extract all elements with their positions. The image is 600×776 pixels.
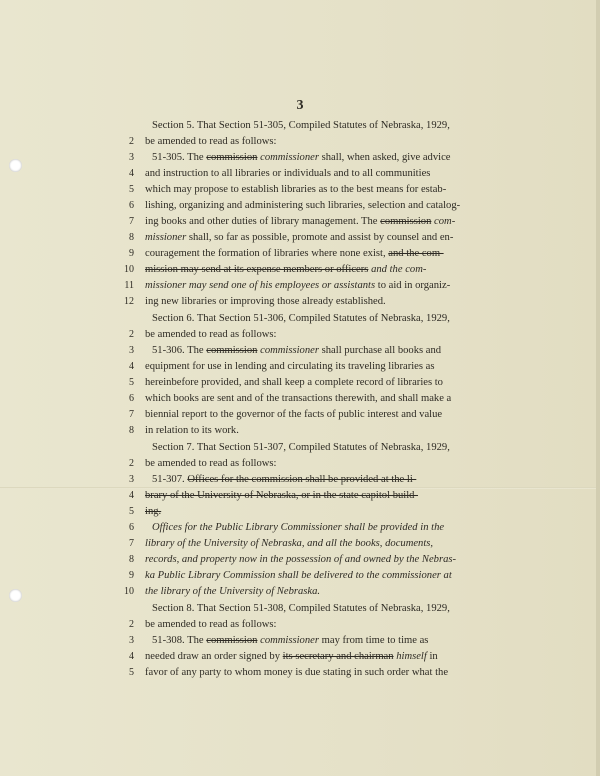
struck-text: its secretary and chairman (282, 651, 394, 662)
line-text (145, 216, 475, 227)
line-text (145, 458, 475, 469)
text-segment: hereinbefore provided, and shall keep a complete record of libraries to (145, 377, 443, 388)
line-number: 10 (124, 264, 134, 275)
text-line (0, 458, 600, 474)
line-number: 5 (129, 377, 134, 388)
inserted-text: library of the University of Nebraska, and all the books, documents, (145, 538, 434, 549)
text-segment: Section 8. That Section 51-308, Compiled Statutes of Nebraska, 1929, (152, 603, 450, 614)
line-text (152, 603, 482, 614)
line-text (145, 619, 475, 630)
text-line (0, 538, 600, 554)
line-text (152, 313, 482, 324)
line-text (145, 570, 475, 581)
line-text (145, 296, 475, 307)
line-number: 4 (129, 651, 134, 662)
line-text (152, 152, 482, 163)
text-line (0, 490, 600, 506)
text-line (0, 409, 600, 425)
line-text (145, 136, 475, 147)
line-number: 10 (124, 586, 134, 597)
line-text (145, 667, 475, 678)
text-segment: ing new libraries or improving those already established. (145, 296, 386, 307)
text-line (0, 152, 600, 168)
text-segment: shall purchase all books and (318, 345, 442, 356)
text-segment: to aid in organiz- (375, 280, 451, 291)
line-text (145, 651, 475, 662)
line-text (152, 442, 482, 453)
line-number: 5 (129, 667, 134, 678)
line-number: 4 (129, 490, 134, 501)
struck-text: commission (380, 216, 432, 227)
text-line (0, 184, 600, 200)
text-line (0, 474, 600, 490)
inserted-text: missioner may send one of his employees or assistants (145, 280, 376, 291)
line-text (145, 184, 475, 195)
inserted-text: commissioner (260, 345, 319, 356)
line-number: 3 (129, 635, 134, 646)
text-segment: shall, so far as possible, promote and assist by counsel and en- (186, 232, 454, 243)
line-number: 5 (129, 184, 134, 195)
line-text (145, 554, 475, 565)
struck-text: commission (206, 635, 258, 646)
line-number: 7 (129, 409, 134, 420)
text-line (0, 280, 600, 296)
text-line (0, 361, 600, 377)
line-number: 8 (129, 425, 134, 436)
text-line (0, 635, 600, 651)
text-line (0, 232, 600, 248)
line-text (152, 345, 482, 356)
text-line (0, 377, 600, 393)
line-text (145, 361, 475, 372)
text-line (0, 506, 600, 522)
text-line (0, 570, 600, 586)
text-line (0, 216, 600, 232)
line-number: 4 (129, 168, 134, 179)
line-number: 3 (129, 474, 134, 485)
text-line (0, 248, 600, 264)
text-segment: lishing, organizing and administering such libraries, selection and catalog- (145, 200, 461, 211)
struck-text: mission may send at its expense members or officers (145, 264, 369, 275)
struck-text: ing. (145, 506, 162, 517)
text-segment: shall, when asked, give advice (318, 152, 451, 163)
text-segment: ing books and other duties of library management. The (145, 216, 381, 227)
inserted-text: commissioner (260, 152, 319, 163)
inserted-text: Offices for the Public Library Commissioner shall be provided in the (152, 522, 445, 533)
text-segment: needed draw an order signed by (145, 651, 283, 662)
line-text (145, 168, 475, 179)
text-segment: may from time to time as (318, 635, 429, 646)
text-line (0, 345, 600, 361)
line-text (152, 120, 482, 131)
inserted-text: ka Public Library Commission shall be delivered to the commissioner at (145, 570, 452, 581)
line-text (145, 409, 475, 420)
line-number: 12 (124, 296, 134, 307)
line-number: 2 (129, 136, 134, 147)
line-number: 2 (129, 329, 134, 340)
struck-text: commission (206, 345, 258, 356)
text-segment: biennial report to the governor of the facts of public interest and value (145, 409, 443, 420)
inserted-text: com- (434, 216, 456, 227)
line-text (145, 200, 475, 211)
line-text (152, 474, 482, 485)
line-number: 6 (129, 522, 134, 533)
text-segment: equipment for use in lending and circulating its traveling libraries as (145, 361, 435, 372)
line-number: 8 (129, 554, 134, 565)
text-segment: Section 6. That Section 51-306, Compiled Statutes of Nebraska, 1929, (152, 313, 450, 324)
line-number: 3 (129, 152, 134, 163)
struck-text: Offices for the commission shall be provided at the li- (187, 474, 417, 485)
inserted-text: records, and property now in the possession of and owned by the Nebras- (145, 554, 457, 565)
text-segment: 51-307. (152, 474, 188, 485)
line-number: 11 (124, 280, 134, 291)
struck-text: commission (206, 152, 258, 163)
line-number: 5 (129, 506, 134, 517)
page-number: 3 (296, 98, 304, 113)
text-line (0, 619, 600, 635)
line-number: 7 (129, 216, 134, 227)
line-text (145, 506, 475, 517)
line-text (145, 538, 475, 549)
text-line (0, 120, 600, 136)
text-line (0, 425, 600, 441)
text-line (0, 313, 600, 329)
text-line (0, 554, 600, 570)
text-line (0, 200, 600, 216)
inserted-text: missioner (145, 232, 187, 243)
line-number: 6 (129, 393, 134, 404)
text-line (0, 603, 600, 619)
text-line (0, 168, 600, 184)
line-text (145, 280, 475, 291)
text-segment: be amended to read as follows: (145, 619, 277, 630)
text-line (0, 442, 600, 458)
line-number: 2 (129, 619, 134, 630)
line-number: 9 (129, 248, 134, 259)
text-segment: be amended to read as follows: (145, 458, 277, 469)
text-segment: 51-306. The (152, 345, 207, 356)
line-text (145, 393, 475, 404)
text-segment: Section 5. That Section 51-305, Compiled Statutes of Nebraska, 1929, (152, 120, 450, 131)
line-text (145, 425, 475, 436)
line-text (145, 232, 475, 243)
struck-text: and the com- (388, 248, 444, 259)
line-number: 6 (129, 200, 134, 211)
line-text (145, 377, 475, 388)
text-line (0, 264, 600, 280)
line-number: 9 (129, 570, 134, 581)
line-number: 3 (129, 345, 134, 356)
line-number: 8 (129, 232, 134, 243)
text-line (0, 393, 600, 409)
text-line (0, 136, 600, 152)
text-segment: be amended to read as follows: (145, 329, 277, 340)
line-text (152, 522, 482, 533)
text-line (0, 296, 600, 312)
text-line (0, 329, 600, 345)
line-text (145, 248, 475, 259)
text-line (0, 651, 600, 667)
text-segment: in relation to its work. (145, 425, 239, 436)
text-line (0, 586, 600, 602)
inserted-text: the library of the University of Nebraska. (145, 586, 321, 597)
text-segment: which books are sent and of the transactions therewith, and shall make a (145, 393, 452, 404)
text-segment: be amended to read as follows: (145, 136, 277, 147)
line-text (145, 264, 475, 275)
text-segment: favor of any party to whom money is due stating in such order what the (145, 667, 449, 678)
line-text (145, 329, 475, 340)
text-segment: Section 7. That Section 51-307, Compiled Statutes of Nebraska, 1929, (152, 442, 450, 453)
text-segment: 51-305. The (152, 152, 207, 163)
inserted-text: and the com- (371, 264, 427, 275)
line-number: 4 (129, 361, 134, 372)
line-number: 7 (129, 538, 134, 549)
text-segment: 51-308. The (152, 635, 207, 646)
text-segment: which may propose to establish libraries as to the best means for estab- (145, 184, 447, 195)
line-text (145, 586, 475, 597)
line-number: 2 (129, 458, 134, 469)
inserted-text: himself (396, 651, 427, 662)
line-text (152, 635, 482, 646)
text-line (0, 522, 600, 538)
line-text (145, 490, 475, 501)
text-segment: and instruction to all libraries or individuals and to all communities (145, 168, 431, 179)
text-segment: in (426, 651, 438, 662)
text-segment: couragement the formation of libraries where none exist, (145, 248, 389, 259)
struck-text: brary of the University of Nebraska, or in the state capitol build- (145, 490, 419, 501)
text-line (0, 667, 600, 683)
inserted-text: commissioner (260, 635, 319, 646)
